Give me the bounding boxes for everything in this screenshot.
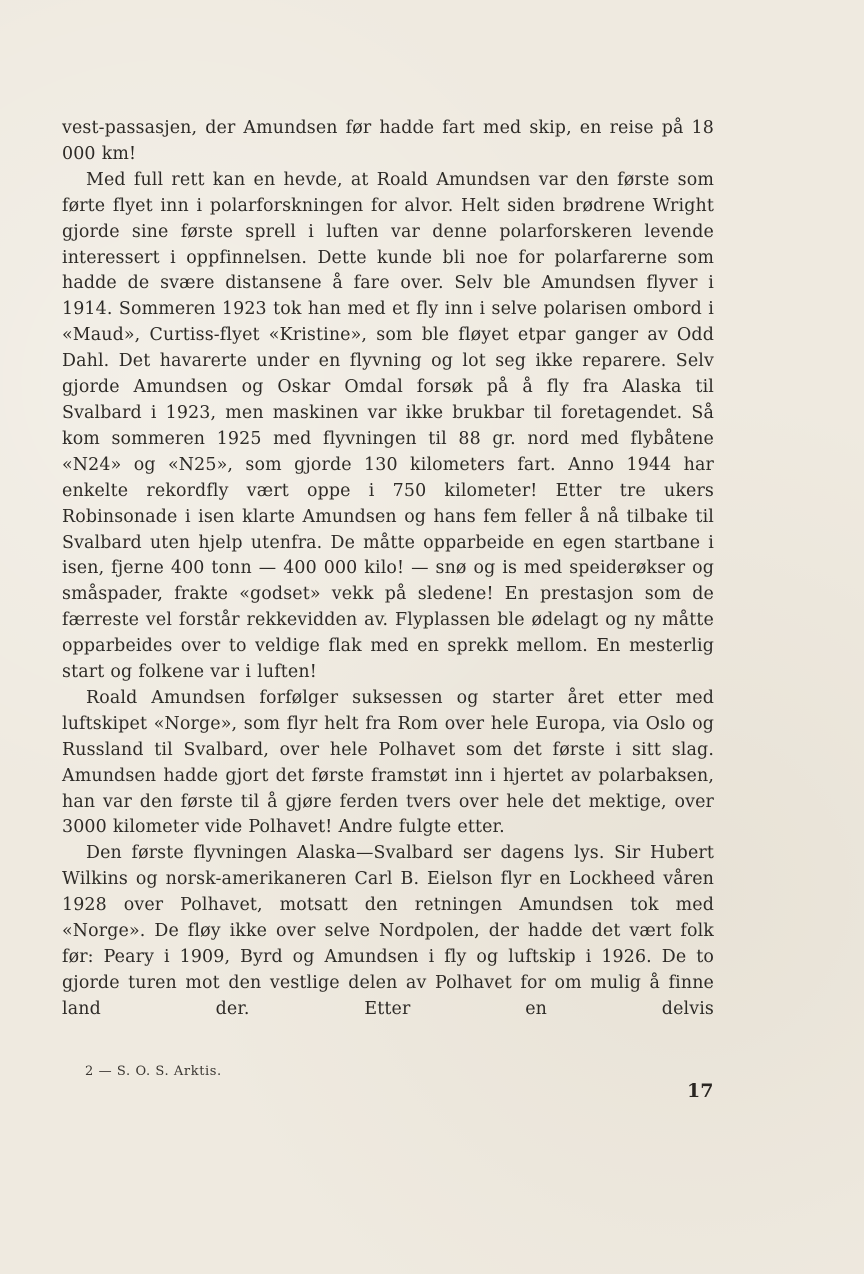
paragraph-3: Roald Amundsen forfølger suksessen og starter året etter med luftskipet «Norge», som flyr helt fra Rom over hele Europa, via Oslo og Russland til Svalbard, over hele Polhavet som det første i sitt slag. Amundsen hadde gjort det første framstøt inn i hjertet av polarbaksen, han var den første til å gjøre ferden tvers over hele det mektige, over 3000 kilometer vide Polhavet! Andre fulgte etter. [62,687,714,838]
paragraph-1: vest-passasjen, der Amundsen før hadde fart med skip, en reise på 18 000 km! [62,118,714,164]
paragraph-2: Med full rett kan en hevde, at Roald Amundsen var den første som førte flyet inn i polarforskningen for alvor. Helt siden brødrene Wright gjorde sine første sprell i luften var denne polarforskeren levende interessert i oppfinnelsen. Dette kunde bli noe for polarfarerne som hadde de svære distansene å fare over. Selv ble Amundsen flyver i 1914. Sommeren 1923 tok han med et fly inn i selve polarisen ombord i «Maud», Curtiss-flyet «Kristine», som ble fløyet etpar ganger av Odd Dahl. Det havarerte under en flyvning og lot seg ikke reparere. Selv gjorde Amundsen og Oskar Omdal forsøk på å fly fra Alaska til Svalbard i 1923, men maskinen var ikke brukbar til foretagendet. Så kom sommeren 1925 med flyvningen til 88 gr. nord med flybåtene «N24» og «N25», som gjorde 130 kilometers fart. Anno 1944 har enkelte rekordfly vært oppe i 750 kilometer! Etter tre ukers Robinsonade i isen klarte Amundsen og hans fem feller å nå tilbake til Svalbard uten hjelp utenfra. De måtte opparbeide en egen startbane i isen, fjerne 400 tonn — 400 000 kilo! — snø og is med speiderøkser og småspader, frakte «godset» vekk på sledene! En prestasjon som de færreste vel forstår rekkevidden av. Flyplassen ble ødelagt og ny måtte opparbeides over to veldige flak med en sprekk mellom. En mesterlig start og folkene var i luften! [62,169,714,683]
page-number: 17 [687,1080,714,1102]
body-text [62,116,714,1023]
signature-mark: 2 — S. O. S. Arktis. [85,1064,222,1079]
paragraph-4: Den første flyvningen Alaska—Svalbard ser dagens lys. Sir Hubert Wilkins og norsk-amerikaneren Carl B. Eielson flyr en Lockheed våren 1928 over Polhavet, motsatt den retningen Amundsen tok med «Norge». De fløy ikke over selve Nordpolen, der hadde det vært folk før: Peary i 1909, Byrd og Amundsen i fly og luftskip i 1926. De to gjorde turen mot den vestlige delen av Polhavet for om mulig å finne land der. Etter en delvis [62,843,714,1019]
